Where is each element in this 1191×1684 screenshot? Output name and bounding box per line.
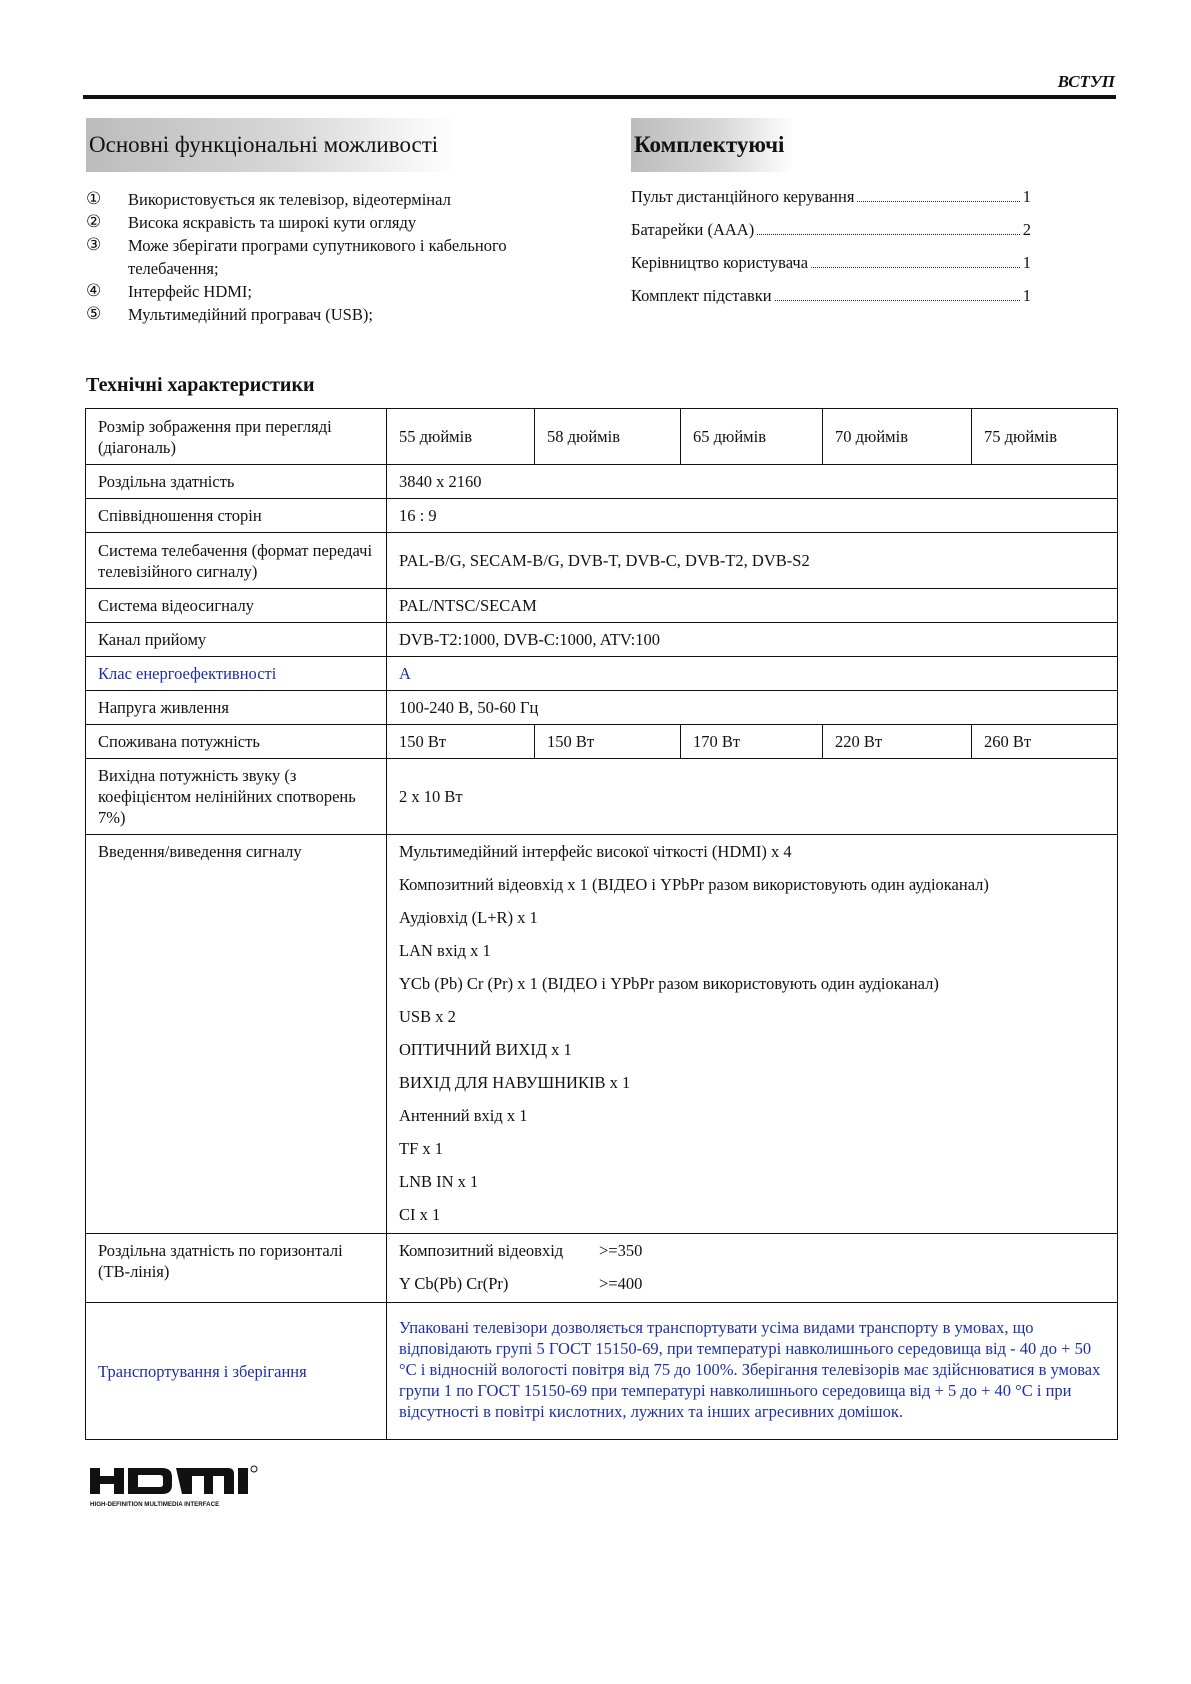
list-number: ②	[86, 212, 102, 232]
list-item	[86, 280, 586, 303]
spec-value: 150 Вт	[387, 725, 535, 759]
component-name: Керівництво користувача	[631, 253, 809, 272]
component-qty: 2	[1022, 220, 1031, 239]
leader-dots	[757, 234, 1020, 235]
hres-name: Y Cb(Pb) Cr(Pr)	[399, 1274, 509, 1293]
leader-dots	[775, 300, 1020, 301]
io-line: Аудіовхід (L+R) x 1	[399, 908, 538, 927]
table-row	[86, 691, 1118, 725]
spec-value: PAL/NTSC/SECAM	[387, 589, 1118, 623]
spec-label: Канал прийому	[86, 623, 387, 657]
leader-dots	[811, 267, 1020, 268]
table-row	[86, 1234, 1118, 1303]
component-row	[631, 286, 1031, 319]
table-row	[86, 533, 1118, 589]
components-heading: Комплектуючі	[634, 132, 785, 157]
io-label-text: Введення/виведення сигналу	[98, 842, 302, 861]
spec-value: 150 Вт	[535, 725, 681, 759]
hres-row	[399, 1267, 1105, 1300]
io-line: LAN вхід x 1	[399, 941, 491, 960]
features-heading: Основні функціональні можливості	[89, 132, 439, 157]
io-line: ВИХІД ДЛЯ НАВУШНИКІВ x 1	[399, 1073, 631, 1092]
features-heading-bar	[86, 118, 456, 172]
spec-value: 65 дюймів	[681, 409, 823, 465]
io-line: YCb (Pb) Cr (Pr) x 1 (ВІДЕО і YPbPr разом використовують один аудіоканал)	[399, 974, 939, 993]
spec-label: Система відеосигналу	[86, 589, 387, 623]
component-name: Комплект підставки	[631, 286, 772, 305]
io-line: Антенний вхід x 1	[399, 1106, 528, 1125]
io-line: Композитний відеовхід x 1 (ВІДЕО і YPbPr разом використовують один аудіоканал)	[399, 875, 989, 894]
specs-table	[85, 408, 1118, 1440]
spec-value: PAL-B/G, SECAM-B/G, DVB-T, DVB-C, DVB-T2, DVB-S2	[387, 533, 1118, 589]
component-row	[631, 253, 1031, 286]
list-item	[86, 188, 586, 211]
list-item-text: Може зберігати програми супутникового і кабельного телебачення;	[128, 236, 507, 278]
component-name: Батарейки (ААА)	[631, 220, 755, 239]
spec-value: 170 Вт	[681, 725, 823, 759]
spec-value	[387, 835, 1118, 1234]
list-number: ⑤	[86, 304, 102, 324]
spec-label: Транспортування і зберігання	[86, 1303, 387, 1440]
component-qty: 1	[1022, 187, 1031, 206]
component-row	[631, 187, 1031, 220]
spec-value: DVB-T2:1000, DVB-C:1000, ATV:100	[387, 623, 1118, 657]
spec-value: 70 дюймів	[823, 409, 972, 465]
leader-dots	[857, 201, 1019, 202]
spec-value: 100-240 В, 50-60 Гц	[387, 691, 1118, 725]
table-row	[86, 1303, 1118, 1440]
list-number: ④	[86, 281, 102, 301]
specs-title: Технічні характеристики	[86, 374, 315, 396]
spec-value: 55 дюймів	[387, 409, 535, 465]
table-row	[86, 835, 1118, 1234]
component-name: Пульт дистанційного керування	[631, 187, 855, 206]
features-list	[86, 188, 586, 326]
component-qty: 1	[1022, 286, 1031, 305]
table-row	[86, 623, 1118, 657]
io-line: USB x 2	[399, 1007, 456, 1026]
spec-label: Розмір зображення при перегляді (діагональ)	[86, 409, 387, 465]
spec-value: A	[387, 657, 1118, 691]
spec-label	[86, 1234, 387, 1303]
spec-label: Роздільна здатність	[86, 465, 387, 499]
io-line: ОПТИЧНИЙ ВИХІД x 1	[399, 1040, 572, 1059]
spec-label: Напруга живлення	[86, 691, 387, 725]
list-item	[86, 303, 586, 326]
list-item-text: Мультимедійний програвач (USB);	[128, 305, 373, 324]
io-line: CI x 1	[399, 1205, 441, 1224]
spec-value: 2 x 10 Вт	[387, 759, 1118, 835]
spec-label: Клас енергоефективності	[86, 657, 387, 691]
spec-value: 75 дюймів	[972, 409, 1118, 465]
hdmi-logo-tagline: HIGH-DEFINITION MULTIMEDIA INTERFACE	[90, 1501, 220, 1508]
spec-value	[387, 1234, 1118, 1303]
hres-row	[399, 1234, 1105, 1267]
table-row	[86, 465, 1118, 499]
spec-value: 260 Вт	[972, 725, 1118, 759]
spec-value: 220 Вт	[823, 725, 972, 759]
list-item-text: Використовується як телевізор, відеотермінал	[128, 190, 451, 209]
list-item-text: Висока яскравість та широкі кути огляду	[128, 213, 417, 232]
spec-label: Споживана потужність	[86, 725, 387, 759]
table-row	[86, 657, 1118, 691]
io-line: Мультимедійний інтерфейс високої чіткості (HDMI) x 4	[399, 842, 792, 861]
list-item	[86, 211, 586, 234]
list-number: ①	[86, 189, 102, 209]
io-line: LNB IN x 1	[399, 1172, 479, 1191]
hres-label-text: Роздільна здатність по горизонталі (ТВ-лінія)	[98, 1241, 343, 1281]
hres-name: Композитний відеовхід	[399, 1241, 564, 1260]
spec-value: Упаковані телевізори дозволяється транспортувати усіма видами транспорту в умовах, що відповідають групі 5 ГОСТ 15150-69, при температурі навколишнього середовища від - 40 до + 50 °С і відносній вологості повітря від 75 до 100%. Зберігання телевізорів має здійснюватися в умовах групи 1 по ГОСТ 15150-69 при температурі навколишнього середовища від + 5 до + 40 °С і при відсутності в повітрі кислотних, лужних та інших агресивних домішок.	[387, 1303, 1118, 1440]
spec-value: 3840 x 2160	[387, 465, 1118, 499]
hres-value: >=350	[599, 1241, 643, 1260]
spec-value: 58 дюймів	[535, 409, 681, 465]
hdmi-logo	[88, 1464, 266, 1510]
spec-label	[86, 835, 387, 1234]
spec-label: Співвідношення сторін	[86, 499, 387, 533]
component-row	[631, 220, 1031, 253]
spec-label: Вихідна потужність звуку (з коефіцієнтом нелінійних спотворень 7%)	[86, 759, 387, 835]
components-heading-bar	[631, 118, 795, 172]
table-row	[86, 759, 1118, 835]
list-item-text: Інтерфейс HDMI;	[128, 282, 252, 301]
header-rule	[83, 95, 1116, 99]
table-row	[86, 409, 1118, 465]
hres-value: >=400	[599, 1274, 643, 1293]
list-number: ③	[86, 235, 102, 255]
table-row	[86, 499, 1118, 533]
spec-value: 16 : 9	[387, 499, 1118, 533]
table-row	[86, 725, 1118, 759]
component-qty: 1	[1022, 253, 1031, 272]
header-title: ВСТУП	[1057, 72, 1115, 91]
io-line: TF x 1	[399, 1139, 444, 1158]
list-item	[86, 234, 586, 280]
table-row	[86, 589, 1118, 623]
spec-label: Система телебачення (формат передачі телевізійного сигналу)	[86, 533, 387, 589]
components-list	[631, 187, 1031, 319]
